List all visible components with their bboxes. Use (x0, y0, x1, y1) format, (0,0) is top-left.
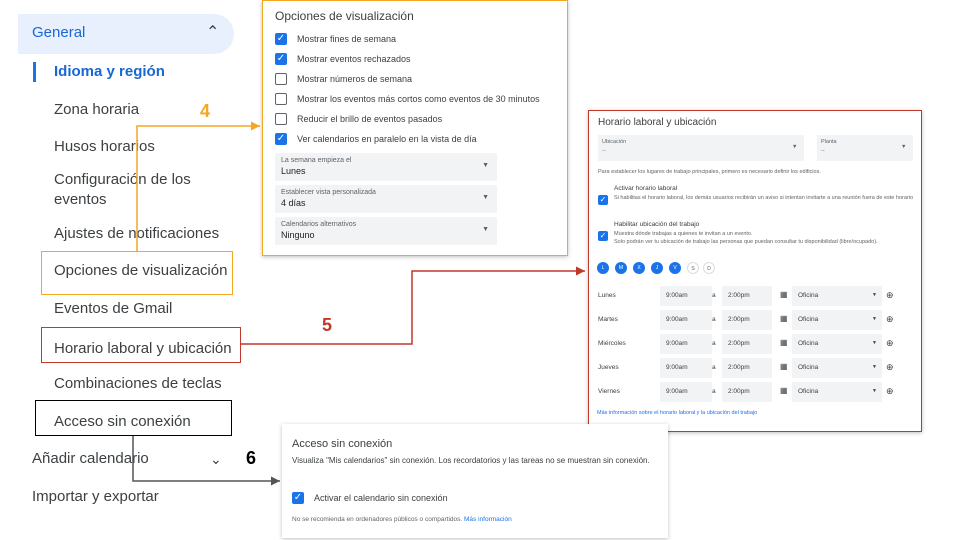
row-day: Miércoles (598, 340, 626, 347)
enable-hours-title: Activar horario laboral (614, 185, 678, 192)
dropdown-arrow-icon: ▼ (792, 144, 798, 150)
end-time-field[interactable] (722, 310, 772, 330)
checkbox-label: Mostrar fines de semana (297, 34, 397, 44)
checkbox-label: Ver calendarios en paralelo en la vista de día (297, 134, 477, 144)
checkbox-row[interactable] (275, 131, 477, 147)
end-time: 2:00pm (728, 316, 750, 323)
select-label: La semana empieza el (281, 157, 352, 164)
sidebar-import-export[interactable]: Importar y exportar (32, 488, 159, 505)
row-sep: a (712, 364, 716, 371)
sidebar-item-horario-laboral[interactable]: Horario laboral y ubicación (54, 340, 232, 357)
day-toggle-d[interactable]: D (703, 262, 715, 274)
dropdown-arrow-icon: ▼ (482, 194, 489, 201)
building-icon: ▦ (780, 290, 788, 299)
offline-note-text: No se recomienda en ordenadores públicos o compartidos. (292, 516, 463, 523)
checkbox-label: Mostrar los eventos más cortos como eventos de 30 minutos (297, 94, 540, 104)
day-toggle-m[interactable]: M (615, 262, 627, 274)
location-value: -- (602, 148, 606, 154)
place-value: Oficina (798, 316, 819, 323)
add-circle-icon[interactable]: ⊕ (886, 362, 894, 372)
checkbox-checked-icon[interactable]: ✓ (276, 53, 286, 64)
checkbox-label: Reducir el brillo de eventos pasados (297, 114, 443, 124)
select-label: Establecer vista personalizada (281, 189, 376, 196)
dropdown-arrow-icon: ▼ (872, 340, 877, 346)
dropdown-arrow-icon: ▼ (872, 388, 877, 394)
select-label: Calendarios alternativos (281, 221, 357, 228)
schedule-row-viernes (590, 382, 920, 402)
place-select[interactable] (792, 334, 882, 354)
sidebar-general-label: General (32, 24, 86, 41)
checkbox-checked-icon[interactable]: ✓ (599, 231, 607, 240)
row-day: Lunes (598, 292, 616, 299)
checkbox-unchecked-icon[interactable] (275, 113, 287, 125)
sidebar-item-zona-horaria[interactable]: Zona horaria (54, 101, 140, 118)
dropdown-arrow-icon: ▼ (482, 162, 489, 169)
start-time: 9:00am (666, 364, 688, 371)
panel-title: Horario laboral y ubicación (598, 117, 717, 128)
end-time-field[interactable] (722, 382, 772, 402)
workhours-more-info-link[interactable]: Más información sobre el horario laboral y la ubicación del trabajo (597, 410, 758, 416)
sidebar-item-acceso-sin-conexion[interactable]: Acceso sin conexión (54, 413, 191, 430)
row-sep: a (712, 340, 716, 347)
select-week-start[interactable] (275, 153, 497, 181)
place-select[interactable] (792, 382, 882, 402)
add-circle-icon[interactable]: ⊕ (886, 314, 894, 324)
select-value: 4 días (281, 198, 306, 208)
schedule-row-jueves (590, 358, 920, 378)
row-day: Jueves (598, 364, 619, 371)
building-icon: ▦ (780, 338, 788, 347)
schedule-row-martes (590, 310, 920, 330)
enable-hours-desc: Si habilitas el horario laboral, los demás usuarios recibirán un aviso si intentan invitarte a una reunión fuera de este horario (614, 195, 914, 201)
checkbox-row[interactable] (275, 91, 540, 107)
panel-title: Acceso sin conexión (292, 438, 393, 450)
start-time-field[interactable] (660, 334, 712, 354)
sidebar-item-notificaciones[interactable]: Ajustes de notificaciones (54, 225, 220, 242)
offline-panel (282, 424, 668, 538)
end-time: 2:00pm (728, 364, 750, 371)
sidebar-item-combinaciones-teclas[interactable]: Combinaciones de teclas (54, 375, 222, 392)
sidebar-add-calendar[interactable]: Añadir calendario (32, 450, 149, 467)
start-time: 9:00am (666, 388, 688, 395)
enable-location-title: Habilitar ubicación del trabajo (614, 221, 700, 228)
select-value: Lunes (281, 166, 306, 176)
schedule-row-lunes (590, 286, 920, 306)
offline-more-info-link[interactable]: Más información (464, 516, 512, 523)
building-icon: ▦ (780, 362, 788, 371)
sidebar-item-visualizacion[interactable]: Opciones de visualización (54, 262, 228, 279)
checkbox-checked-icon[interactable]: ✓ (599, 195, 607, 204)
start-time: 9:00am (666, 316, 688, 323)
add-circle-icon[interactable]: ⊕ (886, 338, 894, 348)
place-select[interactable] (792, 286, 882, 306)
place-value: Oficina (798, 388, 819, 395)
checkbox-row[interactable] (275, 111, 442, 127)
end-time-field[interactable] (722, 358, 772, 378)
callout-number-6: 6 (246, 448, 257, 468)
day-toggle-s[interactable]: S (687, 262, 699, 274)
day-toggle-l[interactable]: L (597, 262, 609, 274)
day-toggle-v[interactable]: V (669, 262, 681, 274)
checkbox-row[interactable] (275, 31, 396, 47)
place-select[interactable] (792, 358, 882, 378)
end-time-field[interactable] (722, 286, 772, 306)
place-value: Oficina (798, 364, 819, 371)
checkbox-checked-icon[interactable]: ✓ (276, 133, 286, 144)
row-sep: a (712, 316, 716, 323)
callout-number-4: 4 (200, 101, 211, 121)
end-time-field[interactable] (722, 334, 772, 354)
select-custom-view[interactable] (275, 185, 497, 213)
start-time-field[interactable] (660, 358, 712, 378)
dropdown-arrow-icon: ▼ (901, 144, 907, 150)
checkbox-label: Mostrar eventos rechazados (297, 54, 411, 64)
place-value: Oficina (798, 292, 819, 299)
building-icon: ▦ (780, 386, 788, 395)
floor-label: Planta (821, 139, 837, 145)
sidebar-item-config-eventos[interactable]: Configuración de los eventos (54, 171, 191, 208)
select-value: Ninguno (281, 230, 315, 240)
checkbox-checked-icon[interactable]: ✓ (276, 33, 286, 44)
floor-value: -- (821, 148, 825, 154)
day-toggle-j[interactable]: J (651, 262, 663, 274)
start-time-field[interactable] (660, 382, 712, 402)
checkbox-label: Mostrar números de semana (297, 74, 413, 84)
dropdown-arrow-icon: ▼ (482, 226, 489, 233)
start-time: 9:00am (666, 340, 688, 347)
floor-select[interactable] (817, 135, 913, 161)
row-day: Martes (598, 316, 618, 323)
enable-location-desc-1: Muestra dónde trabajas a quienes te invitan a un evento. (614, 231, 753, 237)
row-day: Viernes (598, 388, 620, 395)
start-time-field[interactable] (660, 286, 712, 306)
checkbox-row[interactable] (275, 51, 411, 67)
panel-title: Opciones de visualización (275, 9, 414, 23)
start-time: 9:00am (666, 292, 688, 299)
add-circle-icon[interactable]: ⊕ (886, 290, 894, 300)
select-alt-calendars[interactable] (275, 217, 497, 245)
start-time-field[interactable] (660, 310, 712, 330)
connector-5 (241, 271, 585, 344)
dropdown-arrow-icon: ▼ (872, 316, 877, 322)
location-hint: Para establecer los lugares de trabajo principales, primero es necesario definir los edificios. (598, 169, 821, 175)
building-icon: ▦ (780, 314, 788, 323)
dropdown-arrow-icon: ▼ (872, 292, 877, 298)
offline-note (292, 516, 512, 523)
add-circle-icon[interactable]: ⊕ (886, 386, 894, 396)
chevron-up-icon: ⌃ (206, 24, 220, 41)
offline-description: Visualiza "Mis calendarios" sin conexión. Los recordatorios y las tareas no se muestran sin conexión. (292, 456, 650, 465)
chevron-down-icon[interactable]: ⌄ (210, 451, 222, 467)
checkbox-unchecked-icon[interactable] (275, 93, 287, 105)
row-sep: a (712, 388, 716, 395)
end-time: 2:00pm (728, 388, 750, 395)
schedule-row-miercoles (590, 334, 920, 354)
checkbox-row[interactable] (275, 71, 412, 87)
checkbox-unchecked-icon[interactable] (275, 73, 287, 85)
location-label: Ubicación (602, 139, 627, 145)
place-value: Oficina (798, 340, 819, 347)
sidebar-item-husos-horarios[interactable]: Husos horarios (54, 138, 155, 155)
sidebar-item-idioma[interactable]: Idioma y región (54, 63, 165, 80)
checkbox-checked-icon[interactable]: ✓ (293, 492, 303, 503)
enable-location-desc-2: Solo podrán ver tu ubicación de trabajo las personas que puedan consultar tu disponibilidad (libre/ocupado). (614, 239, 878, 245)
dropdown-arrow-icon: ▼ (872, 364, 877, 370)
end-time: 2:00pm (728, 292, 750, 299)
display-options-panel (262, 0, 568, 256)
checkbox-label: Activar el calendario sin conexión (314, 493, 448, 503)
location-select[interactable] (598, 135, 804, 161)
row-sep: a (712, 292, 716, 299)
end-time: 2:00pm (728, 340, 750, 347)
callout-number-5: 5 (322, 315, 333, 335)
day-toggle-x[interactable]: X (633, 262, 645, 274)
sidebar-item-eventos-gmail[interactable]: Eventos de Gmail (54, 300, 173, 317)
connector-6 (133, 436, 280, 481)
connector-4 (137, 126, 260, 251)
place-select[interactable] (792, 310, 882, 330)
checkbox-row[interactable] (292, 490, 448, 506)
